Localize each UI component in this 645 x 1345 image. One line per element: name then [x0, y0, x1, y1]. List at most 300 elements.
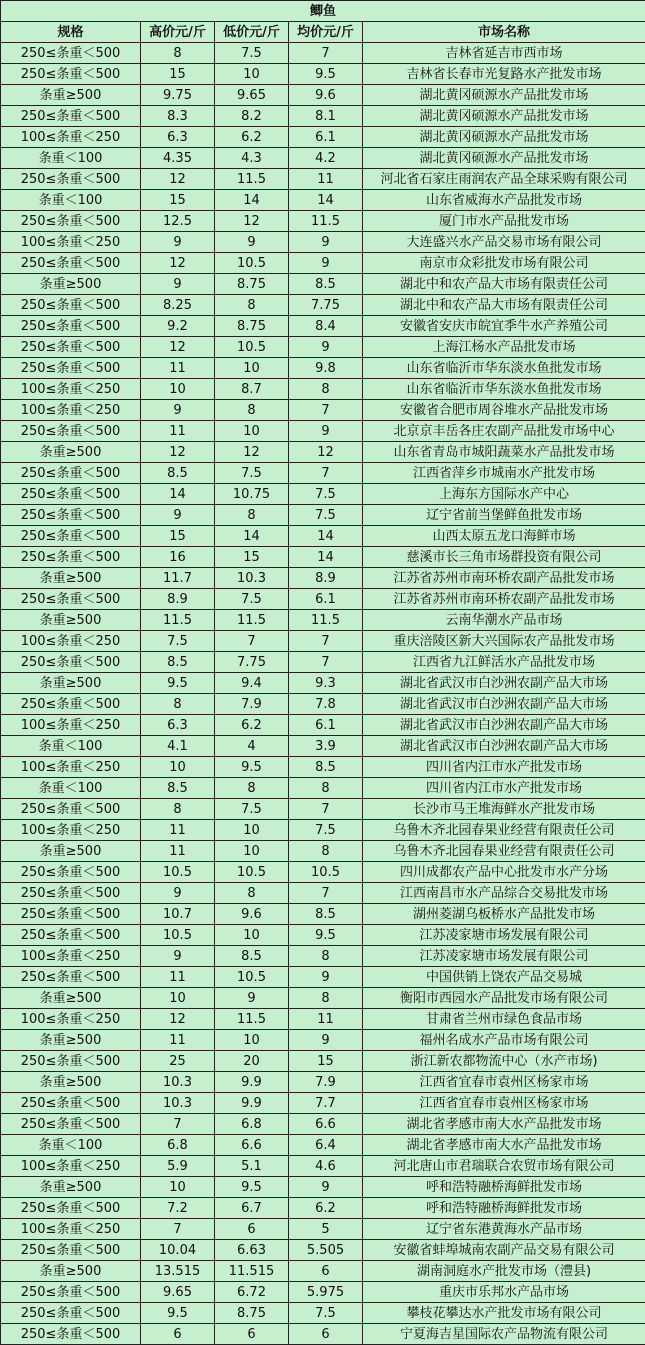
cell-high-price: 12 [141, 253, 215, 274]
table-row [1, 358, 645, 379]
cell-low-price: 4 [215, 736, 289, 757]
cell-low-price: 8 [215, 295, 289, 316]
cell-high-price: 11 [141, 841, 215, 862]
table-row [1, 85, 645, 106]
cell-high-price: 14 [141, 484, 215, 505]
cell-market-name: 湖北省孝感市南大水产品批发市场 [363, 1135, 645, 1156]
cell-market-name: 福州名成水产品市场有限公司 [363, 1030, 645, 1051]
cell-market-name: 江西省宜春市袁州区杨家市场 [363, 1093, 645, 1114]
cell-avg-price: 9 [289, 421, 363, 442]
table-row [1, 652, 645, 673]
cell-low-price: 5.1 [215, 1156, 289, 1177]
cell-spec: 条重≥500 [1, 988, 141, 1009]
cell-high-price: 8.25 [141, 295, 215, 316]
cell-market-name: 安徽省蚌埠城南农副产品交易有限公司 [363, 1240, 645, 1261]
cell-market-name: 湖北中和农产品大市场有限责任公司 [363, 295, 645, 316]
cell-low-price: 9.65 [215, 85, 289, 106]
cell-low-price: 11.5 [215, 610, 289, 631]
table-row [1, 505, 645, 526]
cell-low-price: 9.5 [215, 757, 289, 778]
table-row [1, 1135, 645, 1156]
cell-low-price: 8 [215, 883, 289, 904]
table-row [1, 715, 645, 736]
cell-spec: 100≤条重＜250 [1, 379, 141, 400]
cell-low-price: 6.7 [215, 1198, 289, 1219]
table-row [1, 631, 645, 652]
cell-low-price: 9.9 [215, 1093, 289, 1114]
cell-low-price: 9.4 [215, 673, 289, 694]
header-spec: 规格 [1, 22, 141, 43]
cell-market-name: 河北省石家庄雨润农产品全球采购有限公司 [363, 169, 645, 190]
table-row [1, 232, 645, 253]
cell-spec: 250≤条重＜500 [1, 43, 141, 64]
cell-avg-price: 6.1 [289, 127, 363, 148]
cell-market-name: 江西省萍乡市城南水产批发市场 [363, 463, 645, 484]
cell-avg-price: 8.5 [289, 274, 363, 295]
cell-avg-price: 8 [289, 379, 363, 400]
table-row [1, 421, 645, 442]
cell-spec: 250≤条重＜500 [1, 358, 141, 379]
cell-high-price: 12 [141, 442, 215, 463]
cell-high-price: 8.3 [141, 106, 215, 127]
cell-low-price: 15 [215, 547, 289, 568]
cell-high-price: 10 [141, 757, 215, 778]
cell-market-name: 重庆涪陵区新大兴国际农产品批发市场 [363, 631, 645, 652]
cell-low-price: 8.7 [215, 379, 289, 400]
cell-avg-price: 7.5 [289, 1303, 363, 1324]
cell-low-price: 6.2 [215, 715, 289, 736]
cell-market-name: 重庆市乐邦水产品市场 [363, 1282, 645, 1303]
cell-spec: 条重≥500 [1, 85, 141, 106]
cell-market-name: 辽宁省东港黄海水产品市场 [363, 1219, 645, 1240]
cell-avg-price: 11 [289, 1009, 363, 1030]
cell-low-price: 8.2 [215, 106, 289, 127]
table-row [1, 484, 645, 505]
cell-avg-price: 9.5 [289, 925, 363, 946]
cell-spec: 条重≥500 [1, 274, 141, 295]
cell-spec: 100≤条重＜250 [1, 946, 141, 967]
cell-market-name: 乌鲁木齐北园春果业经营有限责任公司 [363, 820, 645, 841]
cell-market-name: 湖南洞庭水产批发市场（澧县) [363, 1261, 645, 1282]
table-row [1, 190, 645, 211]
cell-avg-price: 15 [289, 1051, 363, 1072]
cell-spec: 250≤条重＜500 [1, 1240, 141, 1261]
table-row [1, 106, 645, 127]
table-row [1, 43, 645, 64]
header-row [1, 22, 645, 43]
cell-spec: 250≤条重＜500 [1, 295, 141, 316]
cell-spec: 条重≥500 [1, 568, 141, 589]
cell-high-price: 9 [141, 232, 215, 253]
cell-avg-price: 7.9 [289, 1072, 363, 1093]
table-row [1, 253, 645, 274]
cell-spec: 250≤条重＜500 [1, 694, 141, 715]
cell-spec: 250≤条重＜500 [1, 169, 141, 190]
cell-avg-price: 8.1 [289, 106, 363, 127]
cell-spec: 250≤条重＜500 [1, 316, 141, 337]
cell-high-price: 8 [141, 43, 215, 64]
cell-market-name: 江西省九江鲜活水产品批发市场 [363, 652, 645, 673]
cell-avg-price: 11.5 [289, 211, 363, 232]
cell-avg-price: 6.1 [289, 589, 363, 610]
cell-low-price: 11.515 [215, 1261, 289, 1282]
table-row [1, 1009, 645, 1030]
cell-spec: 条重≥500 [1, 1261, 141, 1282]
cell-spec: 250≤条重＜500 [1, 106, 141, 127]
table-row [1, 589, 645, 610]
table-row [1, 841, 645, 862]
cell-high-price: 8 [141, 799, 215, 820]
cell-high-price: 15 [141, 526, 215, 547]
cell-spec: 250≤条重＜500 [1, 526, 141, 547]
cell-avg-price: 12 [289, 442, 363, 463]
cell-avg-price: 7.5 [289, 505, 363, 526]
cell-market-name: 浙江新农都物流中心（水产市场) [363, 1051, 645, 1072]
cell-avg-price: 8 [289, 841, 363, 862]
cell-low-price: 10 [215, 841, 289, 862]
cell-high-price: 4.1 [141, 736, 215, 757]
cell-spec: 100≤条重＜250 [1, 1219, 141, 1240]
cell-market-name: 湖北省武汉市白沙洲农副产品大市场 [363, 694, 645, 715]
cell-market-name: 湖北黄冈硕源水产品批发市场 [363, 127, 645, 148]
cell-avg-price: 7 [289, 463, 363, 484]
cell-low-price: 10 [215, 421, 289, 442]
cell-market-name: 四川省内江市水产批发市场 [363, 778, 645, 799]
cell-low-price: 8.75 [215, 316, 289, 337]
cell-spec: 250≤条重＜500 [1, 1093, 141, 1114]
cell-high-price: 11 [141, 421, 215, 442]
cell-spec: 250≤条重＜500 [1, 862, 141, 883]
cell-avg-price: 9 [289, 967, 363, 988]
cell-avg-price: 7.5 [289, 484, 363, 505]
cell-market-name: 吉林省延吉市西市场 [363, 43, 645, 64]
cell-market-name: 山东省临沂市华东淡水鱼批发市场 [363, 358, 645, 379]
table-row [1, 988, 645, 1009]
table-row [1, 757, 645, 778]
cell-avg-price: 6 [289, 1324, 363, 1345]
table-row [1, 1303, 645, 1324]
table-row [1, 883, 645, 904]
cell-high-price: 10 [141, 379, 215, 400]
cell-avg-price: 6.2 [289, 1198, 363, 1219]
cell-high-price: 11 [141, 820, 215, 841]
cell-spec: 250≤条重＜500 [1, 421, 141, 442]
cell-avg-price: 7 [289, 883, 363, 904]
table-row [1, 967, 645, 988]
cell-market-name: 湖北省武汉市白沙洲农副产品大市场 [363, 736, 645, 757]
cell-market-name: 湖北省孝感市南大水产品批发市场 [363, 1114, 645, 1135]
cell-market-name: 山东省青岛市城阳蔬菜水产品批发市场 [363, 442, 645, 463]
table-row [1, 442, 645, 463]
table-row [1, 1240, 645, 1261]
cell-avg-price: 7.7 [289, 1093, 363, 1114]
cell-spec: 250≤条重＜500 [1, 925, 141, 946]
table-row [1, 547, 645, 568]
cell-low-price: 6.72 [215, 1282, 289, 1303]
cell-spec: 条重＜100 [1, 1135, 141, 1156]
table-row [1, 904, 645, 925]
table-row [1, 169, 645, 190]
table-row [1, 526, 645, 547]
cell-avg-price: 9 [289, 1030, 363, 1051]
cell-market-name: 呼和浩特融桥海鲜批发市场 [363, 1177, 645, 1198]
cell-low-price: 10.5 [215, 967, 289, 988]
cell-low-price: 7.75 [215, 652, 289, 673]
cell-low-price: 20 [215, 1051, 289, 1072]
cell-avg-price: 7 [289, 43, 363, 64]
cell-high-price: 9.5 [141, 1303, 215, 1324]
table-row [1, 862, 645, 883]
cell-low-price: 8 [215, 505, 289, 526]
table-row [1, 568, 645, 589]
cell-market-name: 长沙市马王堆海鲜水产批发市场 [363, 799, 645, 820]
cell-low-price: 8.5 [215, 946, 289, 967]
cell-avg-price: 4.6 [289, 1156, 363, 1177]
cell-spec: 条重＜100 [1, 778, 141, 799]
cell-spec: 100≤条重＜250 [1, 715, 141, 736]
cell-avg-price: 9.5 [289, 64, 363, 85]
table-body [1, 43, 645, 1345]
table-row [1, 379, 645, 400]
cell-avg-price: 6.6 [289, 1114, 363, 1135]
cell-spec: 250≤条重＜500 [1, 1198, 141, 1219]
cell-spec: 250≤条重＜500 [1, 1282, 141, 1303]
cell-market-name: 中国供销上饶农产品交易城 [363, 967, 645, 988]
table-row [1, 64, 645, 85]
cell-spec: 100≤条重＜250 [1, 631, 141, 652]
cell-avg-price: 7.8 [289, 694, 363, 715]
cell-spec: 250≤条重＜500 [1, 589, 141, 610]
cell-high-price: 9 [141, 400, 215, 421]
cell-low-price: 14 [215, 190, 289, 211]
cell-low-price: 10.5 [215, 862, 289, 883]
cell-avg-price: 9 [289, 1177, 363, 1198]
cell-avg-price: 3.9 [289, 736, 363, 757]
table-row [1, 778, 645, 799]
cell-spec: 条重＜100 [1, 736, 141, 757]
cell-low-price: 6 [215, 1324, 289, 1345]
cell-high-price: 6.3 [141, 127, 215, 148]
cell-avg-price: 9 [289, 337, 363, 358]
cell-avg-price: 9 [289, 232, 363, 253]
cell-market-name: 云南华潮水产品市场 [363, 610, 645, 631]
table-row [1, 610, 645, 631]
cell-low-price: 8 [215, 778, 289, 799]
cell-avg-price: 8 [289, 988, 363, 1009]
cell-high-price: 10 [141, 988, 215, 1009]
table-row [1, 1324, 645, 1345]
cell-avg-price: 11 [289, 169, 363, 190]
cell-market-name: 河北唐山市君瑞联合农贸市场有限公司 [363, 1156, 645, 1177]
cell-market-name: 山东省威海水产品批发市场 [363, 190, 645, 211]
cell-spec: 250≤条重＜500 [1, 547, 141, 568]
cell-spec: 100≤条重＜250 [1, 1156, 141, 1177]
cell-high-price: 10.3 [141, 1072, 215, 1093]
cell-market-name: 上海江杨水产品批发市场 [363, 337, 645, 358]
table-row [1, 736, 645, 757]
cell-market-name: 湖北黄冈硕源水产品批发市场 [363, 106, 645, 127]
table-row [1, 1177, 645, 1198]
cell-avg-price: 7.5 [289, 820, 363, 841]
cell-low-price: 7.5 [215, 799, 289, 820]
cell-avg-price: 7 [289, 799, 363, 820]
cell-market-name: 呼和浩特融桥海鲜批发市场 [363, 1198, 645, 1219]
table-row [1, 1219, 645, 1240]
cell-high-price: 6 [141, 1324, 215, 1345]
cell-high-price: 11 [141, 967, 215, 988]
cell-low-price: 10.75 [215, 484, 289, 505]
cell-spec: 250≤条重＜500 [1, 253, 141, 274]
cell-spec: 250≤条重＜500 [1, 652, 141, 673]
cell-avg-price: 8.9 [289, 568, 363, 589]
cell-market-name: 江苏凌家塘市场发展有限公司 [363, 946, 645, 967]
cell-high-price: 10.5 [141, 925, 215, 946]
cell-spec: 250≤条重＜500 [1, 484, 141, 505]
cell-market-name: 山西太原五龙口海鲜市场 [363, 526, 645, 547]
cell-high-price: 9 [141, 883, 215, 904]
table-row [1, 1198, 645, 1219]
cell-market-name: 湖北中和农产品大市场有限责任公司 [363, 274, 645, 295]
cell-avg-price: 9 [289, 253, 363, 274]
table-row [1, 925, 645, 946]
cell-avg-price: 9.6 [289, 85, 363, 106]
cell-high-price: 12.5 [141, 211, 215, 232]
cell-market-name: 甘肃省兰州市绿色食品市场 [363, 1009, 645, 1030]
cell-market-name: 江西省宜春市袁州区杨家市场 [363, 1072, 645, 1093]
cell-avg-price: 4.2 [289, 148, 363, 169]
table-row [1, 400, 645, 421]
cell-spec: 250≤条重＜500 [1, 211, 141, 232]
cell-high-price: 7.2 [141, 1198, 215, 1219]
cell-avg-price: 7.75 [289, 295, 363, 316]
cell-low-price: 7.5 [215, 589, 289, 610]
cell-high-price: 7.5 [141, 631, 215, 652]
cell-spec: 250≤条重＜500 [1, 799, 141, 820]
cell-spec: 100≤条重＜250 [1, 757, 141, 778]
cell-spec: 100≤条重＜250 [1, 232, 141, 253]
cell-high-price: 5.9 [141, 1156, 215, 1177]
cell-high-price: 7 [141, 1219, 215, 1240]
table-title: 鲫鱼 [1, 1, 645, 22]
cell-low-price: 9 [215, 988, 289, 1009]
cell-market-name: 四川省内江市水产批发市场 [363, 757, 645, 778]
cell-spec: 250≤条重＜500 [1, 883, 141, 904]
table-row [1, 274, 645, 295]
cell-market-name: 上海东方国际水产中心 [363, 484, 645, 505]
cell-low-price: 10.5 [215, 253, 289, 274]
cell-spec: 100≤条重＜250 [1, 820, 141, 841]
cell-avg-price: 5.975 [289, 1282, 363, 1303]
cell-high-price: 8.5 [141, 778, 215, 799]
cell-low-price: 6 [215, 1219, 289, 1240]
cell-avg-price: 14 [289, 547, 363, 568]
cell-avg-price: 7 [289, 631, 363, 652]
cell-spec: 250≤条重＜500 [1, 1051, 141, 1072]
cell-market-name: 南京市众彩批发市场有限公司 [363, 253, 645, 274]
cell-low-price: 9.9 [215, 1072, 289, 1093]
cell-market-name: 湖北省武汉市白沙洲农副产品大市场 [363, 673, 645, 694]
cell-high-price: 6.3 [141, 715, 215, 736]
cell-low-price: 10.3 [215, 568, 289, 589]
header-avg-price: 均价元/斤 [289, 22, 363, 43]
cell-high-price: 4.35 [141, 148, 215, 169]
cell-high-price: 8 [141, 694, 215, 715]
cell-avg-price: 8.5 [289, 757, 363, 778]
cell-market-name: 湖州菱湖乌板桥水产品批发市场 [363, 904, 645, 925]
cell-spec: 250≤条重＜500 [1, 904, 141, 925]
cell-low-price: 10 [215, 820, 289, 841]
cell-high-price: 12 [141, 169, 215, 190]
cell-spec: 条重≥500 [1, 610, 141, 631]
cell-avg-price: 7 [289, 652, 363, 673]
cell-spec: 条重≥500 [1, 442, 141, 463]
cell-spec: 条重≥500 [1, 673, 141, 694]
cell-high-price: 13.515 [141, 1261, 215, 1282]
cell-high-price: 11.7 [141, 568, 215, 589]
cell-avg-price: 6.1 [289, 715, 363, 736]
cell-high-price: 10.5 [141, 862, 215, 883]
header-high-price: 高价元/斤 [141, 22, 215, 43]
cell-avg-price: 9.8 [289, 358, 363, 379]
cell-market-name: 江西南昌市水产品综合交易批发市场 [363, 883, 645, 904]
cell-avg-price: 8.4 [289, 316, 363, 337]
cell-high-price: 16 [141, 547, 215, 568]
cell-spec: 条重≥500 [1, 841, 141, 862]
table-row [1, 820, 645, 841]
cell-market-name: 慈溪市长三角市场群投资有限公司 [363, 547, 645, 568]
cell-market-name: 安徽省安庆市皖宜季牛水产养殖公司 [363, 316, 645, 337]
cell-low-price: 11.5 [215, 1009, 289, 1030]
cell-market-name: 安徽省合肥市周谷堆水产品批发市场 [363, 400, 645, 421]
table-row [1, 127, 645, 148]
cell-spec: 条重≥500 [1, 1072, 141, 1093]
cell-market-name: 大连盛兴水产品交易市场有限公司 [363, 232, 645, 253]
cell-high-price: 8.9 [141, 589, 215, 610]
cell-market-name: 四川成都农产品中心批发市水产分场 [363, 862, 645, 883]
cell-spec: 条重≥500 [1, 1030, 141, 1051]
cell-high-price: 10.04 [141, 1240, 215, 1261]
table-row [1, 1093, 645, 1114]
cell-avg-price: 8 [289, 946, 363, 967]
table-row [1, 148, 645, 169]
cell-low-price: 9.5 [215, 1177, 289, 1198]
table-row [1, 1114, 645, 1135]
cell-low-price: 7.9 [215, 694, 289, 715]
cell-spec: 250≤条重＜500 [1, 1303, 141, 1324]
cell-avg-price: 9.3 [289, 673, 363, 694]
cell-low-price: 8.75 [215, 1303, 289, 1324]
cell-high-price: 9.2 [141, 316, 215, 337]
cell-high-price: 6.8 [141, 1135, 215, 1156]
cell-high-price: 15 [141, 64, 215, 85]
cell-low-price: 9 [215, 232, 289, 253]
cell-low-price: 10 [215, 925, 289, 946]
cell-avg-price: 10.5 [289, 862, 363, 883]
cell-spec: 条重≥500 [1, 1177, 141, 1198]
cell-low-price: 10 [215, 358, 289, 379]
cell-spec: 250≤条重＜500 [1, 505, 141, 526]
cell-spec: 250≤条重＜500 [1, 1324, 141, 1345]
table-row [1, 1051, 645, 1072]
cell-market-name: 乌鲁木齐北园春果业经营有限责任公司 [363, 841, 645, 862]
cell-high-price: 9 [141, 274, 215, 295]
cell-low-price: 10.5 [215, 337, 289, 358]
cell-spec: 100≤条重＜250 [1, 400, 141, 421]
cell-avg-price: 5.505 [289, 1240, 363, 1261]
cell-low-price: 7.5 [215, 463, 289, 484]
cell-high-price: 8.5 [141, 652, 215, 673]
cell-market-name: 北京京丰岳各庄农副产品批发市场中心 [363, 421, 645, 442]
